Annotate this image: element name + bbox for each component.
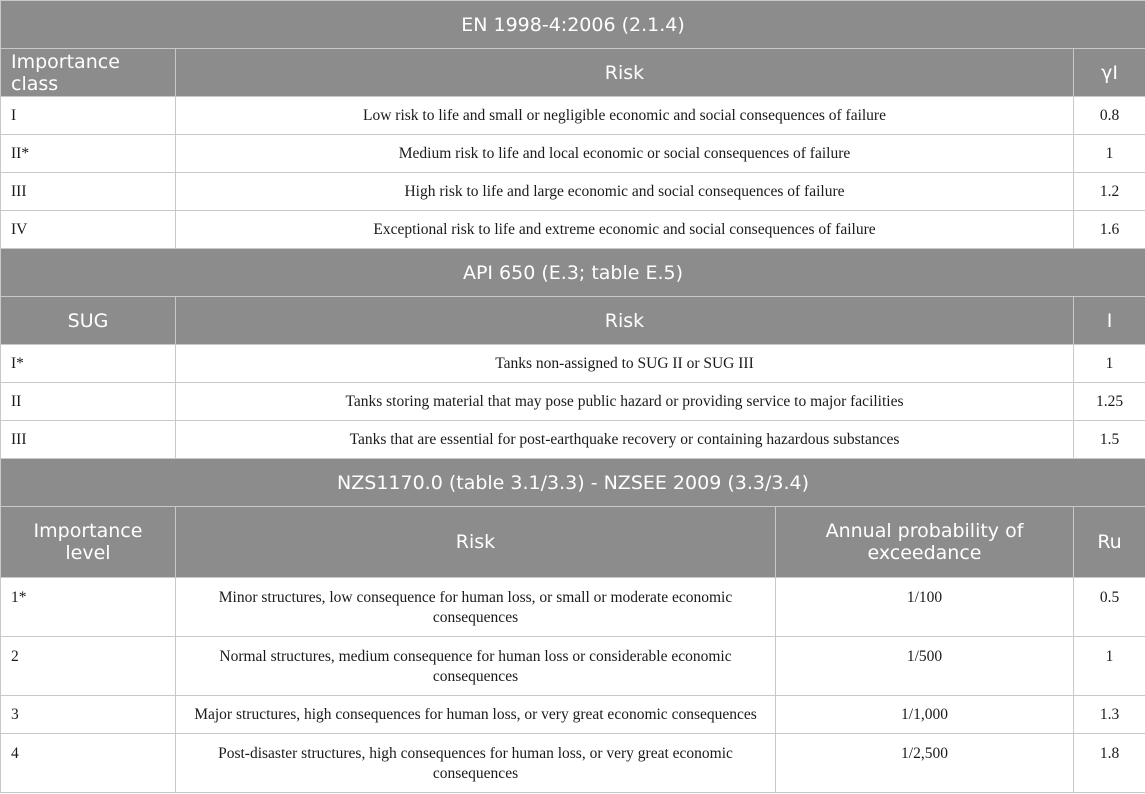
table-cell: 1/1,000 bbox=[776, 696, 1074, 734]
table-row bbox=[1, 637, 1145, 696]
table-cell: 1.3 bbox=[1074, 696, 1145, 734]
table-cell: I* bbox=[1, 345, 176, 383]
table-cell: Major structures, high consequences for human loss, or very great economic consequences bbox=[176, 696, 776, 734]
column-header: Annual probability of exceedance bbox=[776, 507, 1074, 578]
section-header-row bbox=[1, 249, 1145, 297]
table-cell: II* bbox=[1, 135, 176, 173]
table-cell: III bbox=[1, 421, 176, 459]
table-cell: 1/100 bbox=[776, 578, 1074, 637]
table-cell: 0.5 bbox=[1074, 578, 1145, 637]
table-cell: 1 bbox=[1074, 345, 1145, 383]
table-cell: III bbox=[1, 173, 176, 211]
table-cell: 1.25 bbox=[1074, 383, 1145, 421]
table-cell: Minor structures, low consequence for human loss, or small or moderate economic consequences bbox=[176, 578, 776, 637]
column-header: Risk bbox=[176, 49, 1074, 97]
table-cell: 1 bbox=[1074, 637, 1145, 696]
section-title: EN 1998-4:2006 (2.1.4) bbox=[1, 1, 1145, 49]
table-cell: 1/500 bbox=[776, 637, 1074, 696]
table-cell: 4 bbox=[1, 734, 176, 793]
table-cell: II bbox=[1, 383, 176, 421]
table-cell: 2 bbox=[1, 637, 176, 696]
table-cell: 1.8 bbox=[1074, 734, 1145, 793]
table-row bbox=[1, 135, 1145, 173]
table-cell: Tanks that are essential for post-earthquake recovery or containing hazardous substances bbox=[176, 421, 1074, 459]
table-cell: I bbox=[1, 97, 176, 135]
section-title: API 650 (E.3; table E.5) bbox=[1, 249, 1145, 297]
column-header: Importance class bbox=[1, 49, 176, 97]
column-header-row bbox=[1, 507, 1145, 578]
section-header-row bbox=[1, 459, 1145, 507]
table-cell: Tanks storing material that may pose public hazard or providing service to major facilities bbox=[176, 383, 1074, 421]
table-cell: 1/2,500 bbox=[776, 734, 1074, 793]
column-header: Importance level bbox=[1, 507, 176, 578]
column-header-row bbox=[1, 297, 1145, 345]
table-row bbox=[1, 345, 1145, 383]
column-header: γI bbox=[1074, 49, 1145, 97]
column-header: SUG bbox=[1, 297, 176, 345]
table-cell: Low risk to life and small or negligible economic and social consequences of failure bbox=[176, 97, 1074, 135]
table-row bbox=[1, 421, 1145, 459]
table-row bbox=[1, 578, 1145, 637]
table-row bbox=[1, 211, 1145, 249]
table-row bbox=[1, 734, 1145, 793]
table-row bbox=[1, 383, 1145, 421]
table-cell: Tanks non-assigned to SUG II or SUG III bbox=[176, 345, 1074, 383]
table-row bbox=[1, 173, 1145, 211]
table-cell: Normal structures, medium consequence for human loss or considerable economic consequences bbox=[176, 637, 776, 696]
column-header: Risk bbox=[176, 297, 1074, 345]
column-header: Ru bbox=[1074, 507, 1145, 578]
table-cell: Post-disaster structures, high consequences for human loss, or very great economic consequences bbox=[176, 734, 776, 793]
table-cell: Exceptional risk to life and extreme economic and social consequences of failure bbox=[176, 211, 1074, 249]
table-cell: High risk to life and large economic and social consequences of failure bbox=[176, 173, 1074, 211]
table-cell: 1.6 bbox=[1074, 211, 1145, 249]
section-title: NZS1170.0 (table 3.1/3.3) - NZSEE 2009 (3.3/3.4) bbox=[1, 459, 1145, 507]
table-cell: 3 bbox=[1, 696, 176, 734]
table-cell: 0.8 bbox=[1074, 97, 1145, 135]
section-header-row bbox=[1, 1, 1145, 49]
table-cell: Medium risk to life and local economic or social consequences of failure bbox=[176, 135, 1074, 173]
table-cell: IV bbox=[1, 211, 176, 249]
table-cell: 1 bbox=[1074, 135, 1145, 173]
table-row bbox=[1, 696, 1145, 734]
column-header: Risk bbox=[176, 507, 776, 578]
table-cell: 1* bbox=[1, 578, 176, 637]
table-cell: 1.2 bbox=[1074, 173, 1145, 211]
table-row bbox=[1, 97, 1145, 135]
column-header: I bbox=[1074, 297, 1145, 345]
table-cell: 1.5 bbox=[1074, 421, 1145, 459]
column-header-row bbox=[1, 49, 1145, 97]
